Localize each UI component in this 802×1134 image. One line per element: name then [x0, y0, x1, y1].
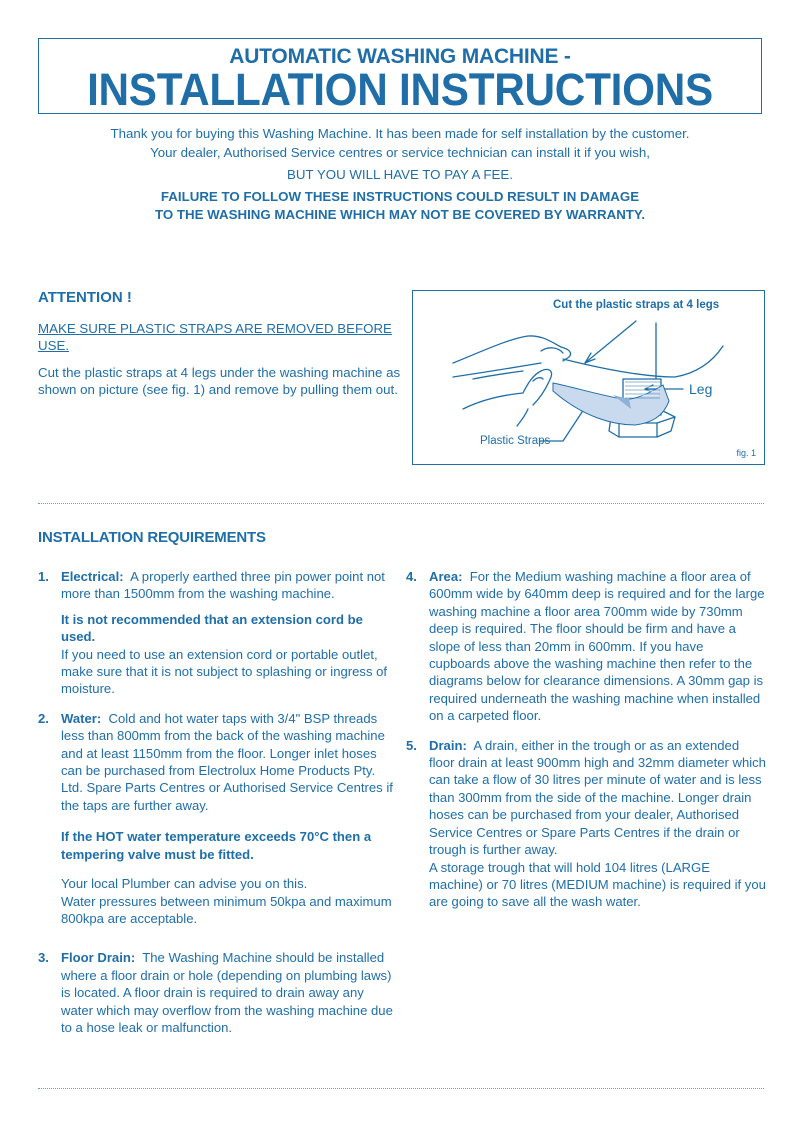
item-number: 5.: [406, 737, 417, 753]
requirement-area: [406, 568, 766, 725]
warranty-warning-1: FAILURE TO FOLLOW THESE INSTRUCTIONS COULD RESULT IN DAMAGE: [160, 189, 640, 204]
requirement-floor-drain: [38, 949, 398, 1036]
title-box: [38, 38, 762, 114]
item-number: 2.: [38, 710, 49, 726]
warranty-warning-2: TO THE WASHING MACHINE WHICH MAY NOT BE COVERED BY WARRANTY.: [154, 207, 646, 222]
plastic-straps-label: Plastic Straps: [480, 435, 551, 447]
attention-section: [38, 288, 403, 398]
document-title: INSTALLATION INSTRUCTIONS: [87, 64, 713, 115]
item-text: A properly earthed three pin power point not more than 1500mm from the washing machine.: [61, 569, 385, 602]
item-label: Electrical:: [61, 569, 124, 584]
extension-cord-note: It is not recommended that an extension cord be used.: [61, 611, 363, 645]
item-label: Floor Drain:: [61, 950, 136, 966]
item-number: 4.: [406, 569, 417, 584]
item-text: Cold and hot water taps with 3/4" BSP threads less than 800mm from the back of the washing machine and at least 1150mm from the floor. Longer inlet hoses can be purchased from Electrolux Home Products Pty. Ltd. Spare Parts Centres or Authorised Service Centres if the taps are further away.: [61, 710, 393, 813]
item-number: 3.: [38, 950, 49, 966]
hot-water-note: If the HOT water temperature exceeds 70°C then a tempering valve must be fitted.: [61, 829, 372, 862]
attention-heading: ATTENTION !: [38, 289, 132, 306]
document-subtitle: AUTOMATIC WASHING MACHINE -: [229, 45, 571, 68]
item-label: Drain:: [429, 737, 467, 753]
leg-label: Leg: [689, 381, 713, 397]
figure-caption: Cut the plastic straps at 4 legs: [553, 299, 720, 311]
item-text: A drain, either in the trough or as an extended floor drain at least 900mm high and 32mm diameter which can take a flow of 30 litres per minute of water and is less than 300mm from the side of the machine. Longer drain hoses can be purchased from your dealer, Authorised Service Centres or Spare Parts Centres if the drain or trough is further away.: [429, 737, 766, 858]
section-divider-top: [38, 503, 764, 504]
item-text: For the Medium washing machine a floor area of 600mm wide by 640mm deep is required and for the large washing machine a floor area 700mm wide by 730mm deep is required. The floor should be firm and have a slope of less than 20mm in 600mm. If you have cupboards above the washing machine then refer to the diagrams below for clearance dimensions. A 30mm gap is required underneath the washing machine when installed on a carpeted floor.: [429, 569, 765, 724]
intro-section: [60, 124, 740, 224]
item-number: 1.: [38, 569, 49, 584]
item-extra: If you need to use an extension cord or portable outlet, make sure that it is not subject to splashing or ingress of moisture.: [61, 646, 388, 697]
requirements-heading: INSTALLATION REQUIREMENTS: [38, 529, 266, 546]
item-label: Water:: [61, 710, 102, 726]
fee-notice: BUT YOU WILL HAVE TO PAY A FEE.: [287, 167, 513, 182]
requirement-electrical: [38, 568, 398, 698]
item-extra: A storage trough that will hold 104 litres (LARGE machine) or 70 litres (MEDIUM machine) is required if you are going to save all the wash water.: [429, 859, 766, 910]
requirement-drain: [406, 737, 766, 911]
figure-1: [412, 290, 765, 465]
requirements-right-column: [406, 568, 766, 911]
requirements-left-column: [38, 568, 398, 1036]
intro-line-2: Your dealer, Authorised Service centres or service technician can install it if you wish,: [150, 145, 650, 160]
attention-body: Cut the plastic straps at 4 legs under the washing machine as shown on picture (see fig. 1) and remove by pulling them out.: [38, 365, 401, 397]
item-extra-1: Your local Plumber can advise you on this.: [61, 876, 308, 892]
item-extra-2: Water pressures between minimum 50kpa and maximum 800kpa are acceptable.: [61, 893, 392, 926]
strap-cutting-illustration: [413, 291, 766, 466]
item-text: The Washing Machine should be installed where a floor drain or hole (depending on plumbing laws) is located. A floor drain is required to drain away any water which may overflow from the washing machine due to a hose leak or malfunction.: [61, 950, 393, 1035]
requirement-water: [38, 710, 398, 927]
remove-straps-notice: MAKE SURE PLASTIC STRAPS ARE REMOVED BEFORE USE.: [38, 321, 392, 353]
item-label: Area:: [429, 569, 463, 584]
figure-number: fig. 1: [736, 448, 756, 458]
intro-line-1: Thank you for buying this Washing Machine. It has been made for self installation by the customer.: [110, 126, 690, 141]
section-divider-bottom: [38, 1088, 764, 1089]
